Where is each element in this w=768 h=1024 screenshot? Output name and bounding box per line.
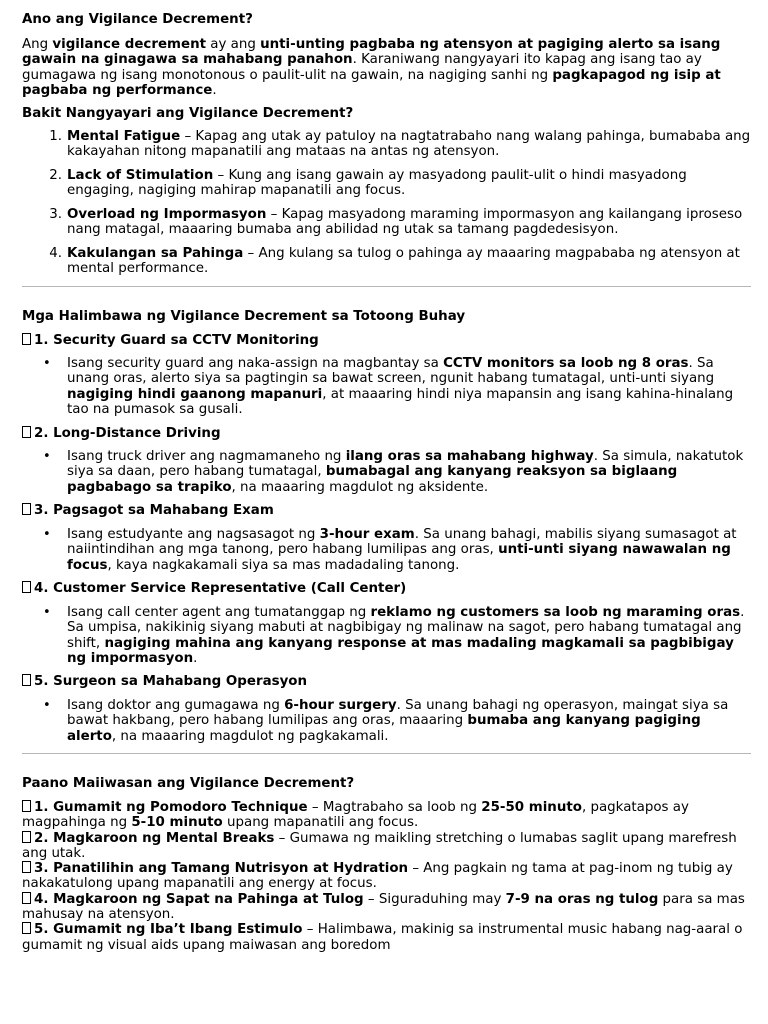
prevention-item [22, 861, 747, 892]
prevention-term: 2. Magkaroon ng Mental Breaks [34, 830, 275, 846]
example-emphasis: reklamo ng customers sa loob ng maraming oras [370, 605, 741, 620]
definition-text: . [212, 82, 217, 98]
cause-description: – Kapag ang utak ay patuloy na nagtatrabaho nang walang pahinga, bumababa ang kakayahan nitong mapanatili ang mataas na antas ng atensyon. [67, 129, 751, 160]
prevention-term: 4. Magkaroon ng Sapat na Pahinga at Tulog [34, 891, 364, 907]
example-emphasis: nagiging hindi gaanong mapanuri [67, 386, 323, 402]
bullet-icon: • [43, 605, 51, 620]
definition-text: . Karaniwang nangyayari ito kapag ang isang tao ay gumagawa ng isang monotonous o paulit-ulit na gawain, na nagiging sanhi ng [22, 52, 702, 83]
prevention-emphasis: 7-9 na oras ng tulog [505, 891, 659, 907]
example-emphasis: ilang oras sa mahabang highway [345, 449, 594, 464]
cause-description: – Kung ang isang gawain ay masyadong paulit-ulit o hindi masyadong engaging, nagiging mahirap mapanatili ang focus. [67, 168, 687, 199]
placeholder-glyph-icon [22, 581, 31, 593]
cause-term: Overload ng Impormasyon [67, 207, 267, 222]
divider [22, 286, 751, 287]
placeholder-glyph-icon [22, 426, 31, 438]
prevention-text: – Magtrabaho sa loob ng [307, 800, 482, 815]
definition-emphasis: unti-unting pagbaba ng atensyon at pagiging alerto sa isang gawain na ginagawa sa mahabang panahon [22, 37, 721, 68]
example-heading-text: 1. Security Guard sa CCTV Monitoring [34, 333, 319, 348]
example-heading-text: 2. Long-Distance Driving [34, 426, 221, 441]
example-heading-text: 3. Pagsagot sa Mahabang Exam [34, 503, 274, 518]
example-text-part: Isang truck driver ang nagmamaneho ng [67, 449, 346, 464]
example-heading-text: 5. Surgeon sa Mahabang Operasyon [34, 674, 308, 689]
example-text-part: . Sa unang bahagi, mabilis siyang sumasagot at naiintindihan ang mga tanong, pero habang lumilipas ang oras, [67, 527, 737, 558]
cause-term: Lack of Stimulation [67, 168, 214, 183]
example-text [67, 449, 752, 495]
example-heading [22, 581, 752, 596]
definition-text: Ang [22, 37, 53, 52]
section-title-what: Ano ang Vigilance Decrement? [22, 12, 253, 27]
example-emphasis: nagiging mahina ang kanyang response at mas madaling magkamali sa pagbibigay ng impormasyon [67, 635, 734, 666]
example-text [67, 527, 752, 573]
definition-text: ay ang [206, 37, 261, 52]
example-text [67, 698, 752, 744]
prevention-emphasis: 5-10 minuto [131, 815, 223, 831]
prevention-list [22, 800, 747, 953]
list-number: 1. [49, 129, 62, 144]
placeholder-glyph-icon [22, 333, 31, 345]
prevention-text: – Siguraduhing may [363, 891, 506, 907]
cause-text [67, 207, 752, 238]
bullet-icon: • [43, 698, 51, 713]
cause-description: – Kapag masyadong maraming impormasyon ang kailangang iproseso nang matagal, maaaring bumaba ang abilidad ng utak sa tamang pagdedesisyon. [67, 207, 743, 238]
example-heading [22, 674, 752, 689]
placeholder-glyph-icon [22, 892, 31, 904]
example-text-part: Isang doktor ang gumagawa ng [67, 698, 285, 713]
prevention-term: 3. Panatilihin ang Tamang Nutrisyon at Hydration [34, 861, 409, 877]
definition-term: vigilance decrement [52, 37, 206, 52]
list-number: 3. [49, 207, 62, 222]
cause-term: Mental Fatigue [67, 129, 181, 144]
prevention-text: para sa mas mahusay na atensyon. [22, 891, 745, 923]
example-text-part: , at maaaring hindi niya mapansin ang isang kahina-hinalang tao na pumasok sa gusali. [67, 386, 734, 417]
prevention-text: – Gumawa ng maikling stretching o lumabas saglit upang marefresh ang utak. [22, 830, 737, 861]
example-text-part: Isang security guard ang naka-assign na magbantay sa [67, 356, 444, 371]
example-emphasis: bumaba ang kanyang pagiging alerto [67, 713, 701, 744]
bullet-icon: • [43, 527, 51, 542]
prevention-item [22, 892, 747, 923]
cause-text [67, 246, 752, 277]
placeholder-glyph-icon [22, 831, 31, 843]
prevention-item [22, 922, 747, 953]
placeholder-glyph-icon [22, 674, 31, 686]
example-emphasis: bumabagal ang kanyang reaksyon sa biglaang pagbabago sa trapiko [67, 464, 678, 495]
placeholder-glyph-icon [22, 922, 31, 934]
cause-description: – Ang kulang sa tulog o pahinga ay maaaring magpababa ng atensyon at mental performance. [67, 246, 740, 277]
example-emphasis: unti-unti siyang nawawalan ng focus [67, 542, 731, 573]
section-title-why: Bakit Nangyayari ang Vigilance Decrement? [22, 106, 354, 121]
example-text-part: Isang call center agent ang tumatanggap ng [67, 605, 371, 620]
bullet-icon: • [43, 356, 51, 371]
section-title-prevention: Paano Maiiwasan ang Vigilance Decrement? [22, 776, 355, 791]
placeholder-glyph-icon [22, 861, 31, 873]
example-text [67, 605, 752, 666]
example-text-part: Isang estudyante ang nagsasagot ng [67, 527, 320, 542]
example-emphasis: 3-hour exam [319, 527, 415, 542]
example-heading-text: 4. Customer Service Representative (Call Center) [34, 581, 407, 596]
example-heading [22, 333, 752, 348]
prevention-text: , pagkatapos ay magpahinga ng [22, 800, 689, 831]
example-heading [22, 426, 752, 441]
placeholder-glyph-icon [22, 800, 31, 812]
definition-emphasis: pagkapagod ng isip at pagbaba ng performance [22, 67, 721, 98]
example-text-part: , na maaaring magdulot ng pagkakamali. [111, 728, 389, 744]
example-text-part: . Sa umpisa, nakikinig siyang mabuti at nagbibigay ng malinaw na sagot, pero habang tumatagal ang shift, [67, 605, 745, 651]
prevention-text: – Halimbawa, makinig sa instrumental music habang nag-aaral o gumamit ng visual aids upang maiwasan ang boredom [22, 922, 743, 953]
placeholder-glyph-icon [22, 503, 31, 515]
prevention-term: 5. Gumamit ng Iba’t Ibang Estimulo [34, 922, 303, 938]
example-text-part: . Sa unang bahagi ng operasyon, maingat siya sa bawat hakbang, pero habang lumilipas ang oras, maaaring [67, 698, 729, 729]
example-emphasis: CCTV monitors sa loob ng 8 oras [443, 356, 689, 371]
bullet-icon: • [43, 449, 51, 464]
section-title-examples: Mga Halimbawa ng Vigilance Decrement sa Totoong Buhay [22, 309, 466, 324]
cause-term: Kakulangan sa Pahinga [67, 246, 244, 261]
list-number: 4. [49, 246, 62, 261]
prevention-text: – Ang pagkain ng tama at pag-inom ng tubig ay nakakatulong upang mapanatili ang energy at focus. [22, 861, 733, 892]
cause-text [67, 129, 752, 160]
example-text-part: . Sa simula, nakatutok siya sa daan, pero habang tumatagal, [67, 449, 744, 480]
list-number: 2. [49, 168, 62, 183]
prevention-text: upang mapanatili ang focus. [222, 815, 419, 831]
definition-paragraph [22, 37, 747, 98]
example-text-part: , na maaaring magdulot ng aksidente. [231, 479, 489, 495]
example-emphasis: 6-hour surgery [284, 698, 397, 713]
prevention-emphasis: 25-50 minuto [481, 800, 582, 815]
example-text-part: , kaya nagkakamali siya sa mas madadaling tanong. [107, 557, 460, 573]
prevention-term: 1. Gumamit ng Pomodoro Technique [34, 800, 308, 815]
example-heading [22, 503, 752, 518]
example-text-part: . [193, 650, 198, 666]
prevention-item [22, 831, 747, 862]
prevention-item [22, 800, 747, 831]
cause-text [67, 168, 752, 199]
example-text [67, 356, 752, 417]
example-text-part: . Sa unang oras, alerto siya sa pagtingin sa bawat screen, ngunit habang tumatagal, unti-unti siyang [67, 356, 715, 387]
divider [22, 753, 751, 754]
